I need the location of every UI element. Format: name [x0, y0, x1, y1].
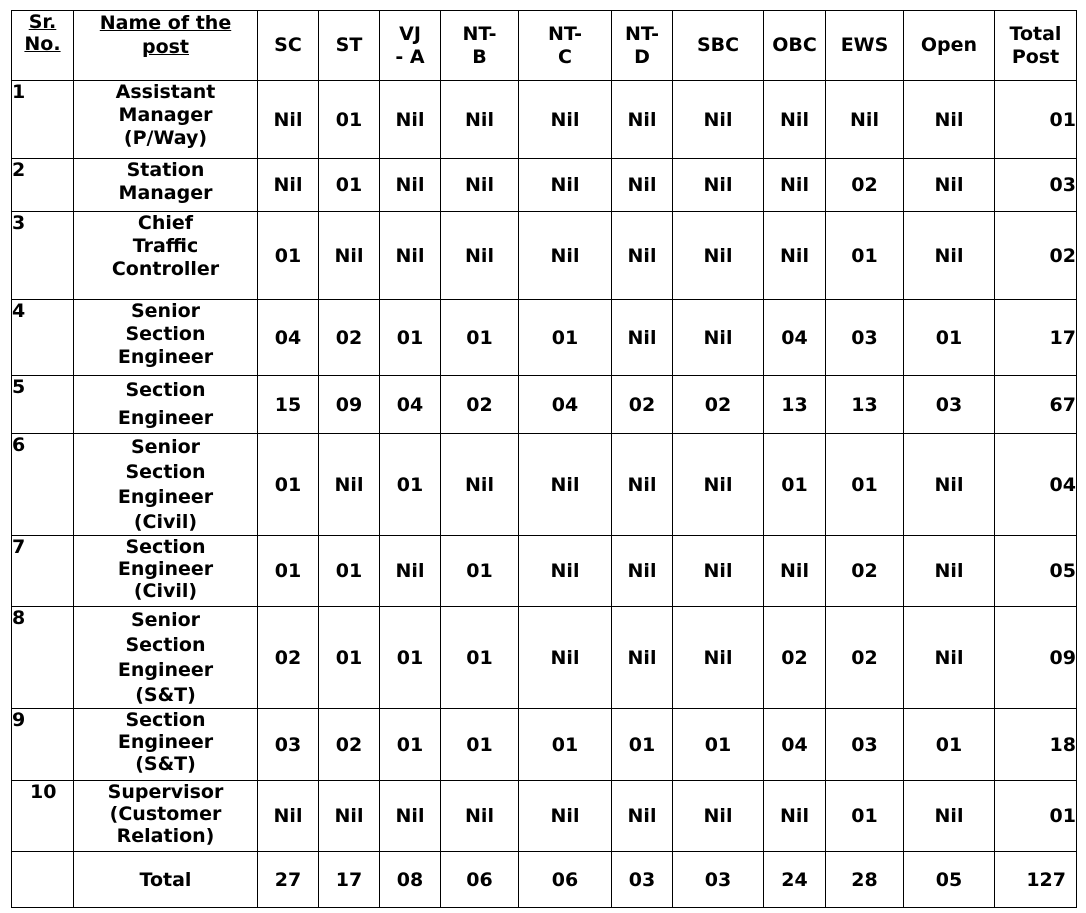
nt-d-cell: Nil	[612, 212, 673, 300]
table-row	[12, 81, 1077, 159]
total-post-cell: 67	[995, 376, 1077, 434]
post-name-cell: Section Engineer	[74, 376, 258, 434]
sbc-cell: 01	[673, 709, 764, 781]
header-total-post: Total Post	[995, 11, 1077, 81]
ews-cell: 03	[826, 300, 904, 376]
header-ews: EWS	[826, 11, 904, 81]
sc-cell: 01	[258, 212, 319, 300]
header-sr-no: Sr. No.	[12, 11, 74, 81]
nt-c-cell: 04	[519, 376, 612, 434]
total-post-cell: 09	[995, 607, 1077, 709]
sc-cell: 04	[258, 300, 319, 376]
nt-c-cell: Nil	[519, 212, 612, 300]
nt-c-cell: Nil	[519, 781, 612, 852]
obc-cell: Nil	[764, 212, 826, 300]
post-name-cell: Section Engineer (Civil)	[74, 536, 258, 607]
sbc-cell: Nil	[673, 81, 764, 159]
open-cell: Nil	[904, 607, 995, 709]
vj-a-total: 08	[380, 852, 441, 908]
table-body	[12, 81, 1077, 908]
table-row	[12, 159, 1077, 212]
table-row	[12, 607, 1077, 709]
sc-cell: 01	[258, 536, 319, 607]
vj-a-cell: Nil	[380, 781, 441, 852]
total-post-cell: 02	[995, 212, 1077, 300]
obc-cell: 13	[764, 376, 826, 434]
table-row	[12, 300, 1077, 376]
table-row	[12, 781, 1077, 852]
open-cell: 01	[904, 709, 995, 781]
header-nt-b: NT- B	[441, 11, 519, 81]
st-total: 17	[319, 852, 380, 908]
vj-a-cell: 01	[380, 607, 441, 709]
nt-b-total: 06	[441, 852, 519, 908]
obc-cell: Nil	[764, 159, 826, 212]
obc-cell: 04	[764, 709, 826, 781]
st-cell: 02	[319, 300, 380, 376]
nt-d-cell: Nil	[612, 159, 673, 212]
nt-c-cell: 01	[519, 300, 612, 376]
sc-total: 27	[258, 852, 319, 908]
total-label: Total	[74, 852, 258, 908]
sbc-cell: Nil	[673, 212, 764, 300]
obc-cell: Nil	[764, 781, 826, 852]
vj-a-cell: Nil	[380, 212, 441, 300]
open-cell: Nil	[904, 212, 995, 300]
total-row-blank-cell	[12, 852, 74, 908]
vj-a-cell: 04	[380, 376, 441, 434]
sr-no-cell: 2	[12, 159, 74, 212]
sr-no-cell: 9	[12, 709, 74, 781]
post-name-cell: Senior Section Engineer (S&T)	[74, 607, 258, 709]
sr-no-cell: 7	[12, 536, 74, 607]
vj-a-cell: 01	[380, 709, 441, 781]
nt-c-cell: Nil	[519, 607, 612, 709]
nt-d-cell: Nil	[612, 300, 673, 376]
table-row	[12, 709, 1077, 781]
vj-a-cell: 01	[380, 300, 441, 376]
sc-cell: 02	[258, 607, 319, 709]
nt-b-cell: Nil	[441, 781, 519, 852]
st-cell: 01	[319, 607, 380, 709]
sbc-cell: Nil	[673, 536, 764, 607]
open-cell: Nil	[904, 781, 995, 852]
nt-d-total: 03	[612, 852, 673, 908]
nt-d-cell: Nil	[612, 607, 673, 709]
post-name-cell: Chief Traffic Controller	[74, 212, 258, 300]
sr-no-cell: 10	[12, 781, 74, 852]
total-post-cell: 01	[995, 781, 1077, 852]
sbc-total: 03	[673, 852, 764, 908]
total-post-cell: 03	[995, 159, 1077, 212]
vj-a-cell: Nil	[380, 81, 441, 159]
nt-b-cell: 01	[441, 709, 519, 781]
ews-cell: 02	[826, 607, 904, 709]
sc-cell: 01	[258, 434, 319, 536]
obc-cell: 02	[764, 607, 826, 709]
total-post-cell: 01	[995, 81, 1077, 159]
sr-no-cell: 8	[12, 607, 74, 709]
sc-cell: Nil	[258, 81, 319, 159]
nt-d-cell: Nil	[612, 434, 673, 536]
sbc-cell: Nil	[673, 607, 764, 709]
post-name-cell: Assistant Manager (P/Way)	[74, 81, 258, 159]
ews-total: 28	[826, 852, 904, 908]
total-post-cell: 17	[995, 300, 1077, 376]
grand-total: 127	[995, 852, 1077, 908]
nt-b-cell: Nil	[441, 159, 519, 212]
sr-no-cell: 3	[12, 212, 74, 300]
sbc-cell: 02	[673, 376, 764, 434]
ews-cell: Nil	[826, 81, 904, 159]
table-row	[12, 536, 1077, 607]
st-cell: 01	[319, 81, 380, 159]
sr-no-cell: 5	[12, 376, 74, 434]
header-open: Open	[904, 11, 995, 81]
sr-no-cell: 4	[12, 300, 74, 376]
sr-no-cell: 1	[12, 81, 74, 159]
sc-cell: 15	[258, 376, 319, 434]
sc-cell: Nil	[258, 781, 319, 852]
total-post-cell: 04	[995, 434, 1077, 536]
open-cell: Nil	[904, 81, 995, 159]
header-row	[12, 11, 1077, 81]
total-row	[12, 852, 1077, 908]
open-cell: 03	[904, 376, 995, 434]
obc-cell: 01	[764, 434, 826, 536]
nt-b-cell: 01	[441, 300, 519, 376]
post-name-cell: Senior Section Engineer (Civil)	[74, 434, 258, 536]
nt-c-cell: Nil	[519, 81, 612, 159]
ews-cell: 02	[826, 536, 904, 607]
table-row	[12, 212, 1077, 300]
nt-d-cell: 02	[612, 376, 673, 434]
header-st: ST	[319, 11, 380, 81]
header-vj-a: VJ - A	[380, 11, 441, 81]
ews-cell: 01	[826, 434, 904, 536]
post-name-cell: Supervisor (Customer Relation)	[74, 781, 258, 852]
nt-c-cell: 01	[519, 709, 612, 781]
ews-cell: 01	[826, 781, 904, 852]
nt-d-cell: 01	[612, 709, 673, 781]
obc-cell: Nil	[764, 81, 826, 159]
st-cell: 01	[319, 159, 380, 212]
table-row	[12, 376, 1077, 434]
nt-c-cell: Nil	[519, 536, 612, 607]
ews-cell: 02	[826, 159, 904, 212]
sc-cell: Nil	[258, 159, 319, 212]
obc-total: 24	[764, 852, 826, 908]
st-cell: Nil	[319, 434, 380, 536]
open-cell: Nil	[904, 159, 995, 212]
vj-a-cell: Nil	[380, 536, 441, 607]
header-obc: OBC	[764, 11, 826, 81]
ews-cell: 13	[826, 376, 904, 434]
nt-b-cell: 02	[441, 376, 519, 434]
header-nt-d: NT- D	[612, 11, 673, 81]
obc-cell: Nil	[764, 536, 826, 607]
nt-b-cell: Nil	[441, 81, 519, 159]
sbc-cell: Nil	[673, 159, 764, 212]
open-cell: 01	[904, 300, 995, 376]
nt-d-cell: Nil	[612, 81, 673, 159]
header-nt-c: NT- C	[519, 11, 612, 81]
post-name-cell: Station Manager	[74, 159, 258, 212]
sbc-cell: Nil	[673, 781, 764, 852]
sc-cell: 03	[258, 709, 319, 781]
st-cell: Nil	[319, 781, 380, 852]
nt-c-cell: Nil	[519, 434, 612, 536]
obc-cell: 04	[764, 300, 826, 376]
open-total: 05	[904, 852, 995, 908]
header-post-name: Name of the post	[74, 11, 258, 81]
header-sbc: SBC	[673, 11, 764, 81]
nt-b-cell: Nil	[441, 212, 519, 300]
nt-c-cell: Nil	[519, 159, 612, 212]
vj-a-cell: Nil	[380, 159, 441, 212]
nt-b-cell: 01	[441, 536, 519, 607]
sbc-cell: Nil	[673, 434, 764, 536]
nt-b-cell: 01	[441, 607, 519, 709]
nt-b-cell: Nil	[441, 434, 519, 536]
total-post-cell: 05	[995, 536, 1077, 607]
sbc-cell: Nil	[673, 300, 764, 376]
table-row	[12, 434, 1077, 536]
header-sc: SC	[258, 11, 319, 81]
vj-a-cell: 01	[380, 434, 441, 536]
total-post-cell: 18	[995, 709, 1077, 781]
st-cell: 09	[319, 376, 380, 434]
st-cell: 01	[319, 536, 380, 607]
nt-d-cell: Nil	[612, 781, 673, 852]
ews-cell: 01	[826, 212, 904, 300]
open-cell: Nil	[904, 434, 995, 536]
nt-c-total: 06	[519, 852, 612, 908]
st-cell: 02	[319, 709, 380, 781]
post-name-cell: Senior Section Engineer	[74, 300, 258, 376]
vacancy-table	[11, 10, 1077, 908]
ews-cell: 03	[826, 709, 904, 781]
st-cell: Nil	[319, 212, 380, 300]
nt-d-cell: Nil	[612, 536, 673, 607]
sr-no-cell: 6	[12, 434, 74, 536]
open-cell: Nil	[904, 536, 995, 607]
post-name-cell: Section Engineer (S&T)	[74, 709, 258, 781]
